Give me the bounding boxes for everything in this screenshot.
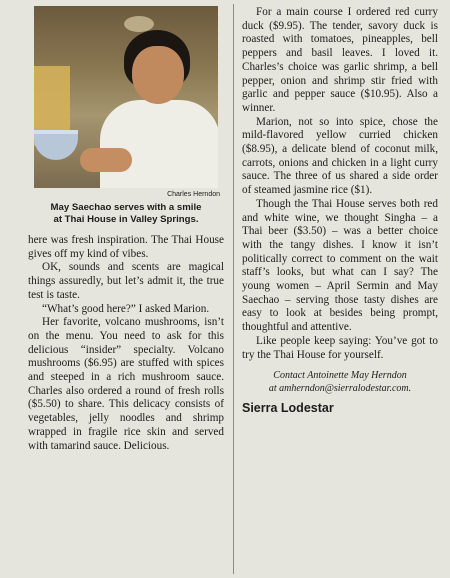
left-paragraph: OK, sounds and scents are magical things assuredly, but let’s admit it, the true test is taste. xyxy=(28,261,224,301)
photo-credit: Charles Herndon xyxy=(167,191,220,198)
right-paragraph: Though the Thai House serves both red and white wine, we thought Singha – a Thai beer ($3.50) – was a better choice with the tangy dishes. I know it isn’t politically correct to comment on the wait staff’s looks, but what can I say? The young women – April Sermin and May Saechao – serving those tasty dishes are easy to look at besides being prompt, thoughtful and attentive. xyxy=(242,197,438,334)
right-column xyxy=(242,6,438,415)
contact-info xyxy=(242,370,438,395)
contact-line-2: at amherndon@sierralodestar.com. xyxy=(268,382,412,394)
caption-line-2: at Thai House in Valley Springs. xyxy=(53,214,199,225)
contact-line-1: Contact Antoinette May Herndon xyxy=(273,370,407,382)
column-divider xyxy=(233,4,234,574)
left-paragraph: Her favorite, volcano mushrooms, isn’t on the menu. You need to ask for this delicious “insider” specialty. Volcano mushrooms ($6.95) are stuffed with spices and steeped in a rich mushroom sauce. Charles also ordered a round of fresh rolls ($5.50) to share. This delicacy consists of vegetables, jelly noodles and shrimp wrapped in fragile rice skin and served with tamarind sauce. Delicious. xyxy=(28,316,224,452)
right-paragraph: Marion, not so into spice, chose the mild-flavored yellow curried chicken ($8.95), a delicate blend of coconut milk, carrots, onions and chicken in a light curry sauce. The three of us shared a side order of steamed jasmine rice ($1). xyxy=(242,115,438,197)
left-paragraph: “What’s good here?” I asked Marion. xyxy=(42,302,210,315)
left-column xyxy=(28,6,224,453)
photo-waitress xyxy=(34,6,218,188)
left-paragraph: here was fresh inspiration. The Thai House gives off my kind of vibes. xyxy=(28,234,224,260)
photo-caption xyxy=(28,202,224,226)
right-paragraph: Like people keep saying: You’ve got to try the Thai House for yourself. xyxy=(242,334,438,361)
right-paragraph: For a main course I ordered red curry duck ($9.95). The tender, savory duck is roasted with tomatoes, pineapples, bell peppers and basil leaves. I loved it. Charles’s choice was garlic shrimp, a bell pepper, onion and shrimp stir fried with garlic and pepper sauce ($10.95). Also a winner. xyxy=(242,6,438,114)
publication-name: Sierra Lodestar xyxy=(242,401,334,416)
caption-line-1: May Saechao serves with a smile xyxy=(50,202,202,213)
